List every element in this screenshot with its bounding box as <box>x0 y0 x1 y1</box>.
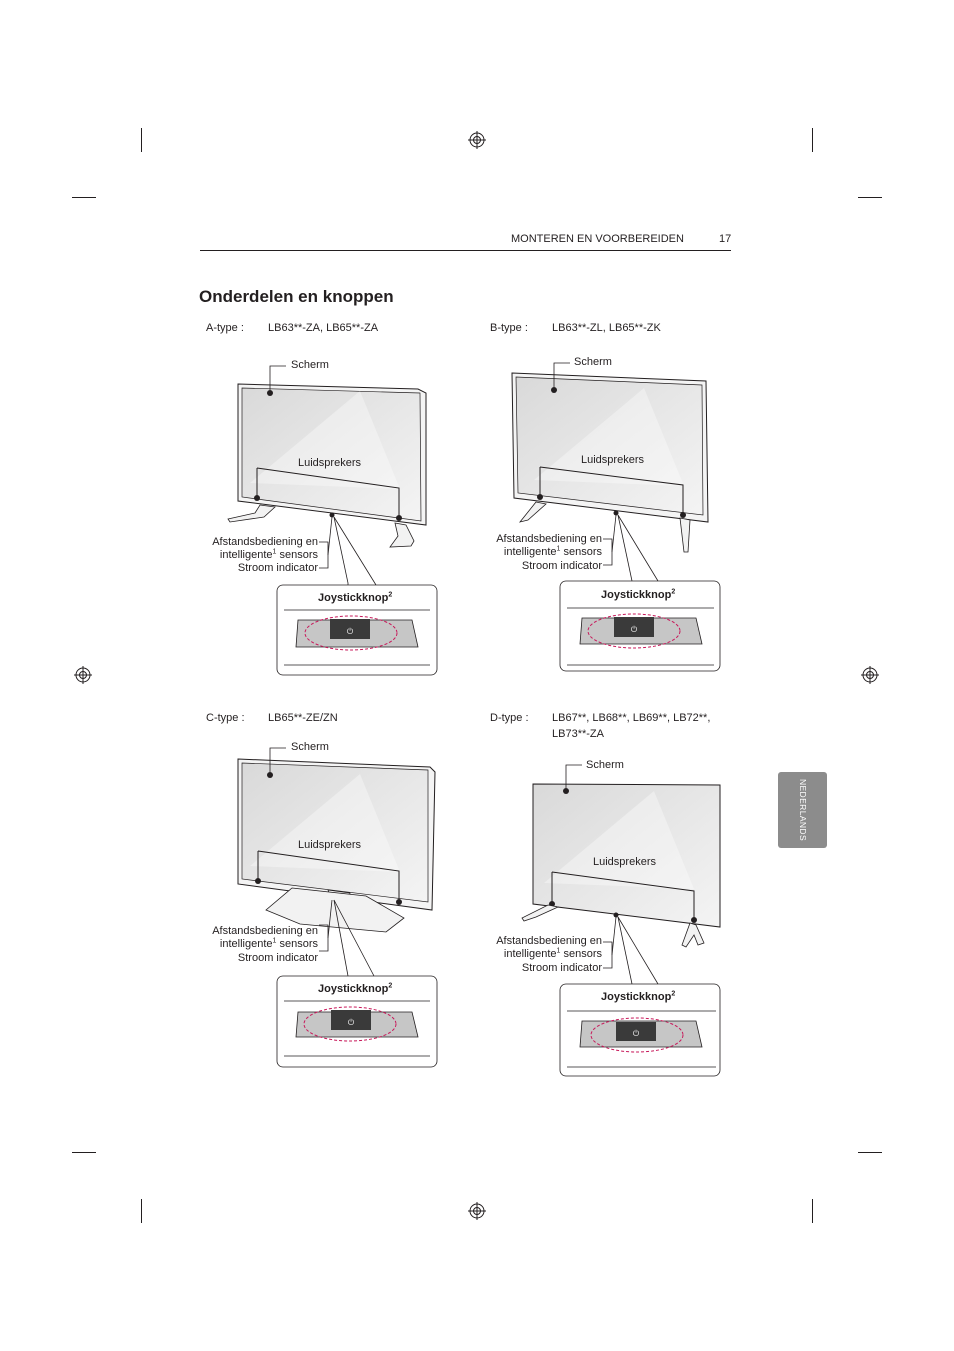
svg-text:⏻: ⏻ <box>630 625 638 634</box>
label-speakers: Luidsprekers <box>298 839 361 851</box>
registration-mark-icon <box>74 666 92 684</box>
diagram-b <box>484 352 784 712</box>
type-c-models: LB65**-ZE/ZN <box>268 712 338 724</box>
diagram-c <box>200 738 500 1098</box>
language-tab <box>778 772 827 848</box>
label-intelligent-sensor: intelligente$^1$ sensors <box>219 937 318 950</box>
label-intelligent-sensor: intelligente$^1$ sensors <box>219 548 318 561</box>
label-intelligent-sensor: intelligente$^1$ sensors <box>503 545 602 558</box>
type-d-models: LB67**, LB68**, LB69**, LB72**, <box>552 712 711 724</box>
label-screen: Scherm <box>291 741 329 753</box>
label-speakers: Luidsprekers <box>581 454 644 466</box>
label-screen: Scherm <box>586 759 624 771</box>
type-c-label: C-type : <box>206 712 245 724</box>
page-number: 17 <box>719 233 732 245</box>
crop-mark <box>72 197 96 198</box>
crop-mark <box>141 1199 142 1223</box>
svg-text:⏻: ⏻ <box>632 1029 640 1038</box>
svg-text:⏻: ⏻ <box>346 627 354 636</box>
label-joystick: Joystickknop$^2$ <box>318 982 393 995</box>
label-remote-sensor: Afstandsbediening en <box>496 935 602 947</box>
label-remote-sensor: Afstandsbediening en <box>212 536 318 548</box>
section-header: MONTEREN EN VOORBEREIDEN <box>511 233 684 245</box>
label-speakers: Luidsprekers <box>593 856 656 868</box>
label-joystick: Joystickknop$^2$ <box>318 591 393 604</box>
registration-mark-icon <box>861 666 879 684</box>
registration-mark-icon <box>468 131 486 149</box>
crop-mark <box>812 128 813 152</box>
crop-mark <box>72 1152 96 1153</box>
type-a-label: A-type : <box>206 322 244 334</box>
crop-mark <box>812 1199 813 1223</box>
label-speakers: Luidsprekers <box>298 457 361 469</box>
label-remote-sensor: Afstandsbediening en <box>212 925 318 937</box>
svg-text:⏻: ⏻ <box>347 1018 355 1027</box>
label-remote-sensor: Afstandsbediening en <box>496 533 602 545</box>
crop-mark <box>141 128 142 152</box>
type-b-label: B-type : <box>490 322 528 334</box>
crop-mark <box>858 197 882 198</box>
label-power-indicator: Stroom indicator <box>521 560 602 572</box>
type-d-label: D-type : <box>490 712 529 724</box>
header-rule <box>200 250 731 251</box>
type-b-models: LB63**-ZL, LB65**-ZK <box>552 322 661 334</box>
language-tab-label: NEDERLANDS <box>797 778 808 842</box>
diagram-d <box>484 755 784 1115</box>
diagram-a <box>200 355 500 715</box>
label-joystick: Joystickknop$^2$ <box>601 588 676 601</box>
type-d-models-line2: LB73**-ZA <box>552 728 604 740</box>
registration-mark-icon <box>468 1202 486 1220</box>
label-power-indicator: Stroom indicator <box>237 952 318 964</box>
label-joystick: Joystickknop$^2$ <box>601 990 676 1003</box>
label-power-indicator: Stroom indicator <box>237 562 318 574</box>
label-power-indicator: Stroom indicator <box>521 962 602 974</box>
label-intelligent-sensor: intelligente$^1$ sensors <box>503 947 602 960</box>
label-screen: Scherm <box>574 356 612 368</box>
page-title: Onderdelen en knoppen <box>199 287 394 306</box>
crop-mark <box>858 1152 882 1153</box>
label-screen: Scherm <box>291 359 329 371</box>
type-a-models: LB63**-ZA, LB65**-ZA <box>268 322 379 334</box>
